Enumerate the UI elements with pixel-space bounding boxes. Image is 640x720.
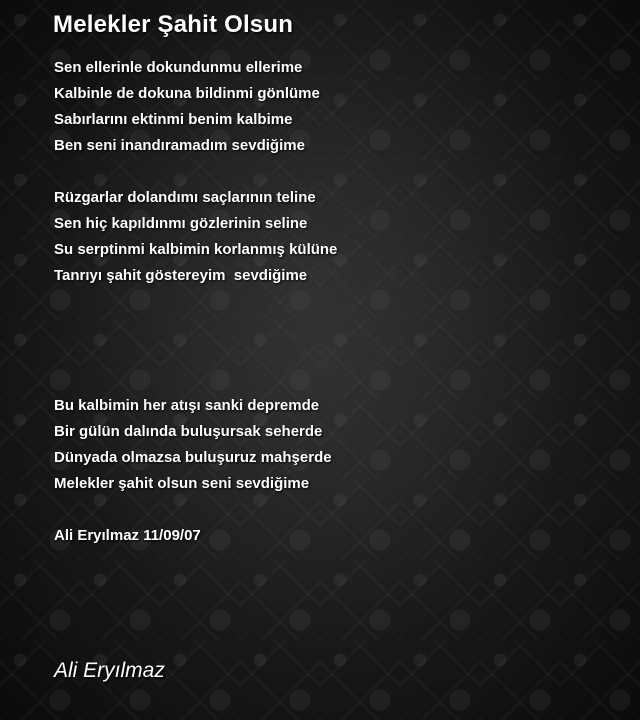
poem-line: Su serptinmi kalbimin korlanmış külüne <box>54 241 338 258</box>
poem-title: Melekler Şahit Olsun <box>53 11 294 38</box>
signature-block <box>54 523 624 549</box>
poem-line: Kalbinle de dokuna bildinmi gönlüme <box>54 85 320 102</box>
poem-signature: Ali Eryılmaz 11/09/07 <box>54 527 201 544</box>
stanza-1 <box>54 55 624 159</box>
poem-line: Ben seni inandıramadım sevdiğime <box>54 137 305 154</box>
poem-line: Melekler şahit olsun seni sevdiğime <box>54 475 310 492</box>
author-name: Ali Eryılmaz <box>54 659 165 682</box>
poem-line: Rüzgarlar dolandımı saçlarının teline <box>54 189 316 206</box>
poem-line: Sen ellerinle dokundunmu ellerime <box>54 59 303 76</box>
stanza-3 <box>54 393 624 497</box>
poem-body <box>54 55 624 575</box>
poem-line: Dünyada olmazsa buluşuruz mahşerde <box>54 449 332 466</box>
poem-line: Sabırlarını ektinmi benim kalbime <box>54 111 293 128</box>
poem-line: Bir gülün dalında buluşursak seherde <box>54 423 323 440</box>
poem-line: Sen hiç kapıldınmı gözlerinin seline <box>54 215 308 232</box>
poem-line: Bu kalbimin her atışı sanki depremde <box>54 397 320 414</box>
stanza-2 <box>54 185 624 289</box>
poem-line: Tanrıyı şahit göstereyim sevdiğime <box>54 267 308 284</box>
